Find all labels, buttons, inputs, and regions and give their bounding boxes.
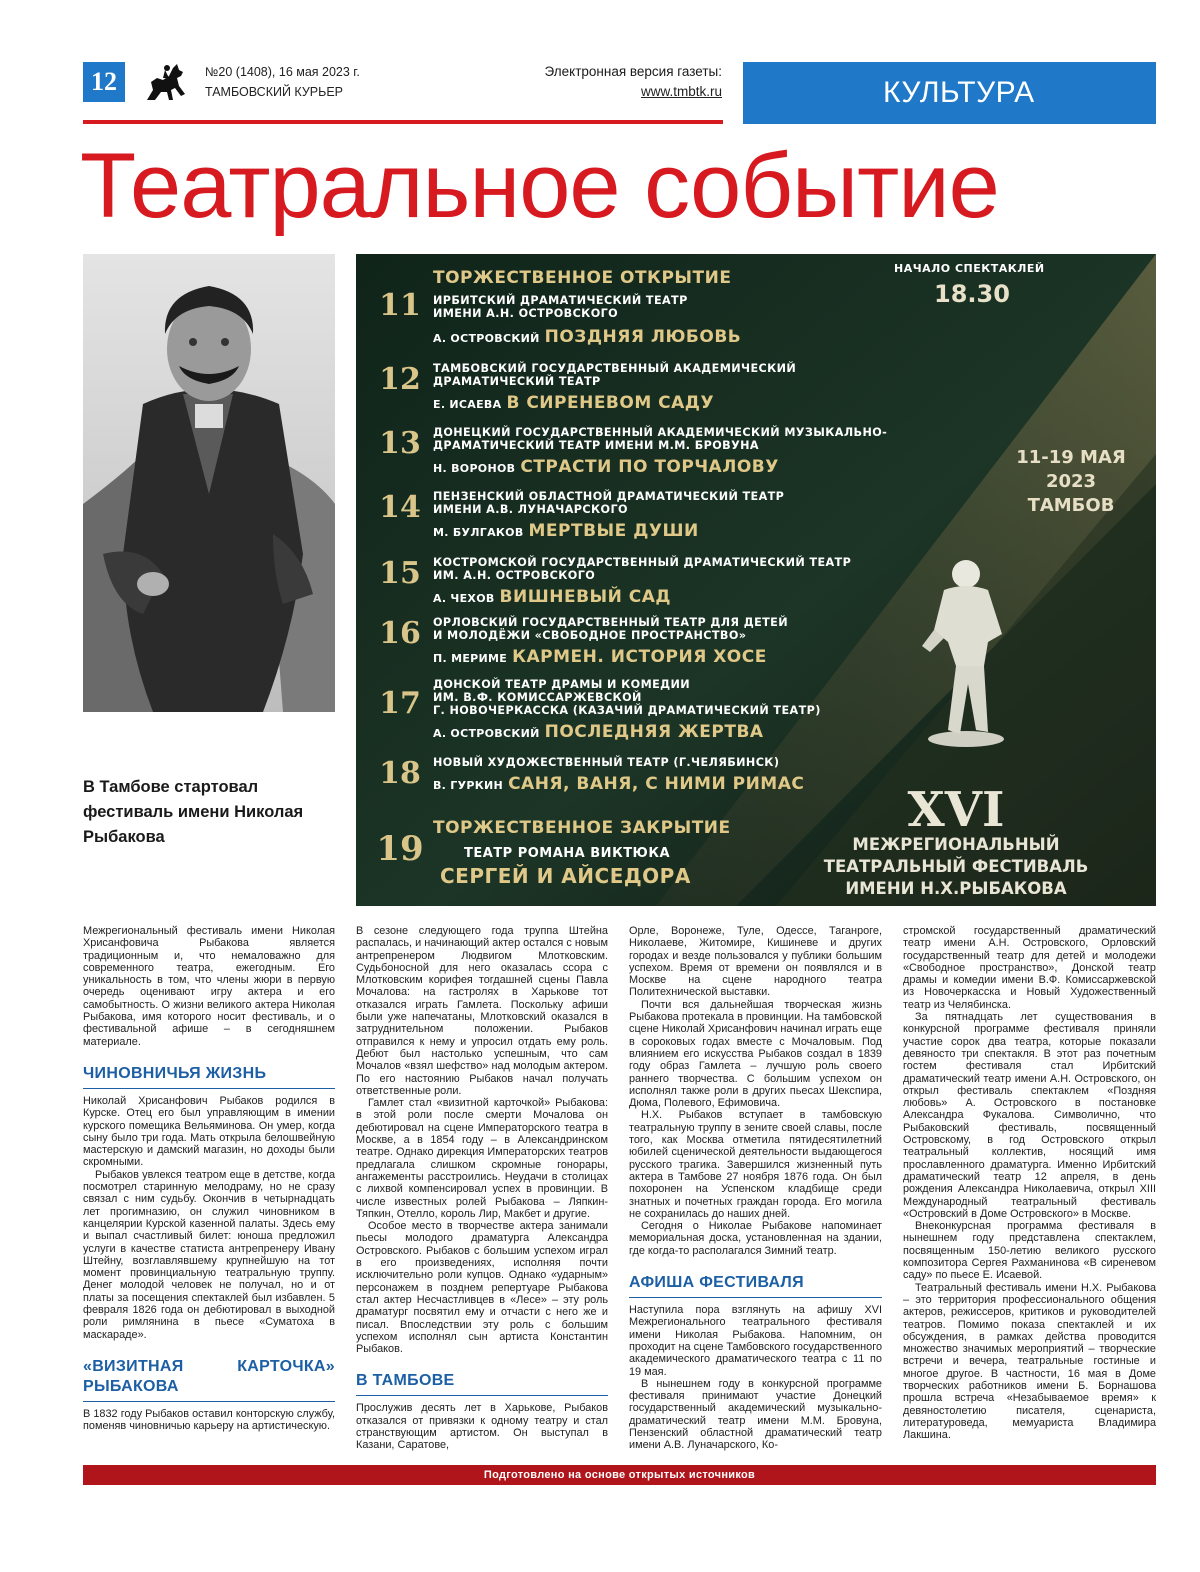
event-theatre: ОРЛОВСКИЙ ГОСУДАРСТВЕННЫЙ ТЕАТР ДЛЯ ДЕТЕЙ И МОЛОДЁЖИ «СВОБОДНОЕ ПРОСТРАНСТВО»: [433, 616, 788, 642]
festival-dates: [996, 446, 1146, 518]
event-play-title: КАРМЕН. ИСТОРИЯ ХОСЕ: [512, 647, 767, 667]
paragraph: Орле, Воронеже, Туле, Одессе, Таганроге, Николаеве, Житомире, Кишиневе и других городах и везде пользовался у публики большим успехом. Время от времени он появлялся и в Москве на сцене народного театра Политехнической выставки.: [629, 925, 882, 999]
event-play-title: СТРАСТИ ПО ТОРЧАЛОВУ: [520, 457, 779, 477]
page-title: Театральное событие: [80, 135, 999, 237]
subheading-official-life: ЧИНОВНИЧЬЯ ЖИЗНЬ: [83, 1064, 335, 1089]
event-theatre: ИРБИТСКИЙ ДРАМАТИЧЕСКИЙ ТЕАТР ИМЕНИ А.Н. ОСТРОВСКОГО: [433, 294, 688, 320]
issue-line: №20 (1408), 16 мая 2023 г.: [205, 65, 360, 79]
article-column-2: [356, 925, 608, 1452]
event-play: [433, 393, 714, 413]
article-column-4: [903, 925, 1156, 1441]
event-theatre: ДОНСКОЙ ТЕАТР ДРАМЫ И КОМЕДИИ ИМ. В.Ф. КОМИССАРЖЕВСКОЙ Г. НОВОЧЕРКАССКА (КАЗАЧИЙ ДРАМАТИЧЕСКИЙ ТЕАТР): [433, 678, 821, 717]
paragraph: Наступила пора взглянуть на афишу XVI Межрегионального театрального фестиваля имени Николая Рыбакова. Напомним, он проходит на сцене Тамбовского государственного академического драматического театра с 11 по 19 мая.: [629, 1304, 882, 1378]
electronic-version: [500, 62, 722, 102]
footer-source-note: Подготовлено на основе открытых источников: [83, 1465, 1156, 1485]
portrait-photo: [83, 254, 335, 712]
newspaper-name: ТАМБОВСКИЙ КУРЬЕР: [205, 85, 344, 99]
paragraph: Николай Хрисанфович Рыбаков родился в Курске. Отец его был управляющим в имении курского помещика Вельяминова. Он умер, когда сыну было три года. Мать открыла белошвейную мастерскую и дамский магазин, но доходы были скромными.: [83, 1094, 335, 1169]
event-play-title: САНЯ, ВАНЯ, С НИМИ РИМАС: [508, 774, 805, 794]
closing-day: 19: [376, 829, 424, 869]
paragraph: За пятнадцать лет существования в конкурсной программе фестиваля приняли участие сорок два театра, которые показали девяносто три спектакля. В этот раз почетным гостем фестиваля стал Ирбитский драматический театр имени А.Н. Островского, он открыл фестиваль спектаклем «Поздняя любовь» А. Островского в постановке Александра Фукалова. Символично, что Рыбаковский фестиваль, посвященный Островскому, в год Островского открыл театральный коллектив, носящий имя прославленного драматурга. Именно Ирбитский драматический театр 12 апреля, в день рождения Александра Николаевича, открыл XIII Международный театральный фестиваль «Островский в Доме Островского» в Москве.: [903, 1011, 1156, 1220]
paragraph: В нынешнем году в конкурсной программе фестиваля принимают участие Донецкий государственный академический музыкально-драматический театр имени М.М. Бровуна, Пензенский областной драматический театр имени А.В. Луначарского, Ко-: [629, 1377, 882, 1452]
event-play: [433, 327, 741, 347]
opening-title: ТОРЖЕСТВЕННОЕ ОТКРЫТИЕ: [433, 268, 732, 288]
horse-rider-logo-icon: [143, 60, 189, 106]
header-divider: [83, 120, 723, 124]
paragraph: Внеконкурсная программа фестиваля в нынешнем году представлена спектаклем, посвященным 150-летию великого русского композитора Сергея Рахманинова «В сиреневом саду» по пьесе Е. Исаевой.: [903, 1220, 1156, 1282]
event-play-title: МЕРТВЫЕ ДУШИ: [528, 521, 699, 541]
article-column-1: [83, 925, 335, 1433]
event-play-title: ПОЗДНЯЯ ЛЮБОВЬ: [544, 327, 742, 347]
subheading-festival-poster: АФИША ФЕСТИВАЛЯ: [629, 1273, 882, 1298]
subheading-in-tambov: В ТАМБОВЕ: [356, 1371, 608, 1396]
paragraph: Гамлет стал «визитной карточкой» Рыбакова: в этой роли после смерти Мочалова он дебютировал на сцене Императорского театра в Москве, а в 1854 году – в Александринском театре. Однако дирекция Императорских театров предлагала слишком скромные гонорары, ангажементы расстроились. Неудачи в столицах с лихвой компенсировал успех в провинции. В числе известных ролей Рыбакова – Ляпкин-Тяпкин, Отелло, король Лир, Макбет и другие.: [356, 1097, 608, 1220]
year: 2023: [1045, 471, 1097, 492]
event-play: [433, 521, 699, 541]
closing-title: ТОРЖЕСТВЕННОЕ ЗАКРЫТИЕ: [433, 818, 731, 838]
event-play: [433, 587, 671, 607]
website-link[interactable]: www.tmbtk.ru: [640, 84, 722, 99]
event-theatre: ТАМБОВСКИЙ ГОСУДАРСТВЕННЫЙ АКАДЕМИЧЕСКИЙ ДРАМАТИЧЕСКИЙ ТЕАТР: [433, 362, 797, 388]
paragraph: Театральный фестиваль имени Н.Х. Рыбакова – это территория профессионального общения актеров, режиссеров, критиков и руководителей театров. Помимо показа спектаклей и их обсуждения, в рамках действа проводится множество значимых мероприятий – творческие встречи и вечера, театральные гостиные и многое другое. В частности, 16 мая в Доме творческих работников имени Б. Борнашова прошла встреча «Незабываемое время» к девяностолетию писателя, сценариста, литературоведа, мемуариста Владимира Лакшина.: [903, 1281, 1156, 1442]
paragraph: Н.Х. Рыбаков вступает в тамбовскую театральную труппу в зените своей славы, после того, как Москва отметила пятидесятилетний юбилей сценической деятельности выдающегося русского трагика. Завершился жизненный путь актера в Тамбове 27 ноября 1876 года. Он был похоронен на Успенском кладбище среди знатных и почетных граждан города. Его могила не сохранилась до наших дней.: [629, 1109, 882, 1220]
article-column-3: [629, 925, 882, 1452]
event-day: 18: [379, 756, 421, 791]
paragraph: В 1832 году Рыбаков оставил конторскую службу, поменяв чиновничью карьеру на артистическую.: [83, 1407, 335, 1433]
dates: 11-19 МАЯ: [1016, 447, 1126, 468]
event-play: [433, 722, 764, 742]
event-theatre: ДОНЕЦКИЙ ГОСУДАРСТВЕННЫЙ АКАДЕМИЧЕСКИЙ МУЗЫКАЛЬНО- ДРАМАТИЧЕСКИЙ ТЕАТР ИМЕНИ М.М. БРОВУНА: [433, 426, 888, 452]
event-author: А. ЧЕХОВ: [433, 592, 495, 605]
event-day: 13: [379, 426, 421, 461]
event-theatre: КОСТРОМСКОЙ ГОСУДАРСТВЕННЫЙ ДРАМАТИЧЕСКИЙ ТЕАТР ИМ. А.Н. ОСТРОВСКОГО: [433, 556, 852, 582]
event-day: 12: [379, 362, 421, 397]
event-play: [433, 774, 804, 794]
start-label: НАЧАЛО СПЕКТАКЛЕЙ: [894, 262, 1045, 275]
festival-name: МЕЖРЕГИОНАЛЬНЫЙ ТЕАТРАЛЬНЫЙ ФЕСТИВАЛЬ ИМЕНИ Н.Х.РЫБАКОВА: [823, 835, 1089, 898]
event-author: А. ОСТРОВСКИЙ: [433, 332, 540, 345]
event-day: 11: [379, 288, 421, 323]
event-day: 15: [379, 556, 421, 591]
intro-paragraph: Межрегиональный фестиваль имени Николая Хрисанфовича Рыбакова является традиционным и, что немаловажно для современного театра, ежегодным. Его уникальность в том, что члены жюри в первую очередь оценивают игру актера и его самобытность. О жизни великого актера Николая Рыбакова, имя которого носит фестиваль, и о фестивальной афише – в сегодняшнем материале.: [83, 925, 335, 1048]
closing-theatre: ТЕАТР РОМАНА ВИКТЮКА: [464, 846, 671, 861]
event-day: 17: [379, 686, 421, 721]
event-play-title: В СИРЕНЕВОМ САДУ: [506, 393, 715, 413]
paragraph: В сезоне следующего года труппа Штейна распалась, и начинающий актер остался с новым антрепренером Людвигом Млотковским. Судьбоносной для него оказалась ссора с Млотковским корифея тогдашней сцены Павла Мочалова: на гастролях в Харькове тот отказался играть Гамлета. Поскольку афиши были уже напечатаны, Млотковский оказался в затруднительном положении. Рыбаков отправился к нему и упросил отдать ему роль. Дебют был настолько успешным, что сам Мочалов «взял шефство» над молодым актером. По его настоянию Рыбаков начал получать ответственные роли.: [356, 925, 608, 1097]
event-author: В. ГУРКИН: [433, 779, 504, 792]
event-play: [433, 457, 779, 477]
lede-text: В Тамбове стартовал фестиваль имени Николая Рыбакова: [83, 778, 304, 846]
paragraph: Почти вся дальнейшая творческая жизнь Рыбакова протекала в провинции. На тамбовской сцене Николай Хрисанфович начинал играть еще в сороковых годах вместе с Мочаловым. Под влиянием его искусства Рыбаков создал в 1839 году образ Гамлета – лучшую роль своего раннего творчества. С большим успехом он исполнял также роли в других пьесах Шекспира, Дюма, Полевого, Ефимовича.: [629, 998, 883, 1110]
event-author: Н. ВОРОНОВ: [433, 462, 516, 475]
event-author: А. ОСТРОВСКИЙ: [433, 727, 540, 740]
event-day: 16: [379, 616, 421, 651]
paragraph: Сегодня о Николае Рыбакове напоминает мемориальная доска, установленная на здании, где когда-то располагался Зимний театр.: [629, 1220, 882, 1257]
event-play: [433, 647, 767, 667]
section-rubric: КУЛЬТУРА: [743, 62, 1156, 124]
eversion-label: Электронная версия газеты:: [544, 64, 722, 79]
festival-poster: [356, 254, 1156, 906]
event-author: М. БУЛГАКОВ: [433, 526, 524, 539]
paragraph: Прослужив десять лет в Харькове, Рыбаков отказался от привязки к одному театру и стал странствующим артистом. Он выступал в Казани, Саратове,: [356, 1402, 608, 1452]
issue-info: [205, 62, 360, 102]
event-play-title: ПОСЛЕДНЯЯ ЖЕРТВА: [544, 722, 764, 742]
city: ТАМБОВ: [1027, 495, 1115, 516]
paragraph: стромской государственный драматический театр имени А.Н. Островского, Орловский государственный театр для детей и молодежи «Свободное пространство», Донской театр драмы и комедии имени В.Ф. Комиссаржевской из Новочеркасска и Новый Художественный театр из Челябинска.: [903, 925, 1156, 1011]
event-play-title: ВИШНЕВЫЙ САД: [499, 587, 672, 607]
paragraph: Особое место в творчестве актера занимали пьесы молодого драматурга Александра Островского. Рыбаков с большим успехом играл в его произведениях, исполняя почти исключительно роли купцов. Однако «ударным» персонажем в позднем репертуаре Рыбакова стал актер Несчастливцев в «Лесе» – эту роль драматург посвятил ему и отчасти с него же и писал. Впоследствии эту роль с большим успехом исполнял сын артиста Константин Рыбаков.: [356, 1220, 608, 1356]
subheading-calling-card: «ВИЗИТНАЯ КАРТОЧКА» РЫБАКОВА: [83, 1357, 335, 1402]
event-author: П. МЕРИМЕ: [433, 652, 508, 665]
event-theatre: ПЕНЗЕНСКИЙ ОБЛАСТНОЙ ДРАМАТИЧЕСКИЙ ТЕАТР ИМЕНИ А.В. ЛУНАЧАРСКОГО: [433, 490, 785, 516]
event-author: Е. ИСАЕВА: [433, 398, 502, 411]
paragraph: Рыбаков увлекся театром еще в детстве, когда посмотрел старинную мелодраму, но не сразу связал с ним судьбу. Окончив в четырнадцать лет прогимназию, он служил чиновником в канцелярии Курской казенной палаты. Здесь ему и выпал счастливый билет: юноша предложил услуги в качестве статиста антрепренеру Ивану Штейну, возглавлявшему крупнейшую на тот момент провинциальную театральную труппу. Денег молодой человек не получал, но и от платы за посещения спектаклей был избавлен. 5 февраля 1826 года он дебютировал в выходной роли римлянина в пьесе «Суматоха в маскараде».: [83, 1168, 335, 1341]
start-time: 18.30: [934, 280, 1010, 308]
closing-play: СЕРГЕЙ И АЙСЕДОРА: [440, 864, 691, 888]
event-day: 14: [379, 490, 421, 525]
festival-number: XVI: [907, 782, 1005, 838]
page-number: 12: [83, 62, 125, 102]
event-theatre: НОВЫЙ ХУДОЖЕСТВЕННЫЙ ТЕАТР (Г.ЧЕЛЯБИНСК): [433, 756, 780, 769]
